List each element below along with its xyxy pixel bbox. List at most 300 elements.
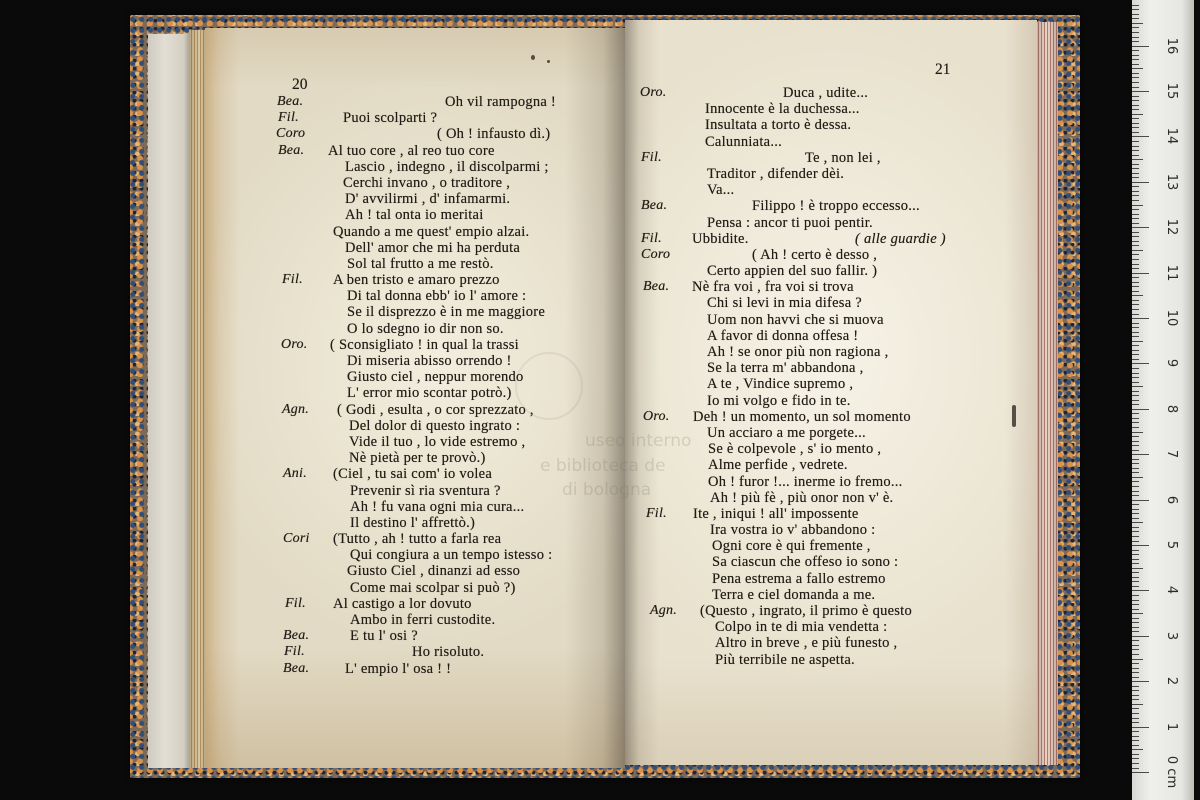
verse-text: Pena estrema a fallo estremo bbox=[712, 570, 886, 587]
ink-spot bbox=[1012, 405, 1016, 427]
ruler-tick bbox=[1132, 604, 1139, 605]
verse-line bbox=[205, 175, 625, 191]
ruler-tick bbox=[1132, 445, 1139, 446]
ruler-tick bbox=[1132, 241, 1139, 242]
ruler-tick bbox=[1132, 300, 1139, 301]
verse-text: Alme perfide , vedrete. bbox=[708, 457, 848, 474]
ruler-tick bbox=[1132, 59, 1139, 60]
verse-line bbox=[625, 101, 1037, 117]
verse-line bbox=[625, 409, 1037, 425]
ruler-tick bbox=[1132, 400, 1139, 401]
verse-line bbox=[625, 490, 1037, 506]
verse-line bbox=[205, 661, 625, 677]
page-number: 20 bbox=[292, 76, 308, 93]
verse-line bbox=[625, 587, 1037, 603]
ruler-tick bbox=[1132, 341, 1143, 342]
ruler-tick bbox=[1132, 191, 1139, 192]
ruler-tick bbox=[1132, 745, 1139, 746]
verse-text: Ah ! se onor più non ragiona , bbox=[707, 344, 889, 360]
ruler-tick bbox=[1132, 422, 1139, 423]
ruler-tick bbox=[1132, 695, 1139, 696]
speaker-name: Coro bbox=[276, 126, 306, 142]
verse-line bbox=[625, 263, 1037, 279]
ruler-tick bbox=[1132, 245, 1139, 246]
ruler-tick bbox=[1132, 454, 1149, 455]
verse-text: ( Oh ! infausto dì.) bbox=[437, 126, 551, 143]
page-edges-right bbox=[1036, 22, 1058, 765]
verse-text: Il destino l' affrettò.) bbox=[350, 514, 476, 531]
ruler-tick bbox=[1132, 254, 1139, 255]
ruler-tick bbox=[1132, 136, 1149, 137]
ruler-tick bbox=[1132, 486, 1139, 487]
verse-text: Va... bbox=[707, 182, 735, 199]
ruler-tick bbox=[1132, 91, 1149, 92]
ruler-tick bbox=[1132, 64, 1139, 65]
verse-text: E tu l' osi ? bbox=[350, 628, 418, 645]
verse-text: ( Sconsigliato ! in qual la trassi bbox=[330, 336, 519, 353]
ruler-tick bbox=[1132, 209, 1139, 210]
ruler-tick bbox=[1132, 686, 1139, 687]
flyleaf bbox=[148, 34, 190, 768]
ruler-tick bbox=[1132, 50, 1139, 51]
ruler-tick bbox=[1132, 763, 1139, 764]
verse-text: Ah ! fu vana ogni mia cura... bbox=[350, 498, 525, 515]
ruler-tick bbox=[1132, 627, 1139, 628]
speaker-name: Oro. bbox=[643, 408, 670, 424]
verse-text: Quando a me quest' empio alzai. bbox=[333, 223, 530, 240]
ruler-tick bbox=[1132, 200, 1139, 201]
ruler-tick bbox=[1132, 332, 1139, 333]
speaker-name: Cori bbox=[283, 531, 310, 547]
ruler-tick bbox=[1132, 395, 1139, 396]
ruler-tick bbox=[1132, 590, 1149, 591]
ruler-number: 13 bbox=[1164, 173, 1179, 191]
verse-line bbox=[625, 522, 1037, 538]
verse-text: Ite , iniqui ! all' impossente bbox=[693, 505, 859, 522]
ruler-tick bbox=[1132, 386, 1143, 387]
ruler-tick bbox=[1132, 645, 1139, 646]
verse-text: Deh ! un momento, un sol momento bbox=[693, 408, 911, 425]
ruler-tick bbox=[1132, 223, 1139, 224]
ruler-tick bbox=[1132, 436, 1139, 437]
ruler-tick bbox=[1132, 114, 1143, 115]
ruler-tick bbox=[1132, 377, 1139, 378]
verse-line bbox=[625, 506, 1037, 522]
verse-line bbox=[625, 85, 1037, 101]
verse-text: Lascio , indegno , il discolparmi ; bbox=[345, 158, 549, 175]
verse-line bbox=[205, 628, 625, 644]
ruler-tick bbox=[1132, 286, 1139, 287]
ruler-tick bbox=[1132, 118, 1139, 119]
verse-text: Chi si levi in mia difesa ? bbox=[707, 295, 862, 312]
verse-text: Di tal donna ebb' io l' amore : bbox=[347, 288, 527, 305]
verse-text: Se il disprezzo è in me maggiore bbox=[347, 304, 546, 321]
ruler-tick bbox=[1132, 132, 1139, 133]
verse-line bbox=[625, 393, 1037, 409]
ruler-tick bbox=[1132, 509, 1139, 510]
ruler-tick bbox=[1132, 622, 1139, 623]
ruler-tick bbox=[1132, 500, 1149, 501]
ruler-tick bbox=[1132, 173, 1139, 174]
verse-text: Duca , udite... bbox=[783, 85, 869, 101]
ruler-tick bbox=[1132, 264, 1139, 265]
ruler-tick bbox=[1132, 463, 1139, 464]
ruler-tick bbox=[1132, 481, 1139, 482]
verse-text: Sa ciascun che offeso io sono : bbox=[712, 554, 899, 571]
ruler-tick bbox=[1132, 636, 1149, 637]
ruler-tick bbox=[1132, 123, 1139, 124]
speaker-name: Oro. bbox=[640, 85, 667, 100]
verse-text: Qui congiura a un tempo istesso : bbox=[350, 547, 553, 564]
ruler-tick bbox=[1132, 314, 1139, 315]
ink-spot bbox=[531, 55, 535, 60]
ruler-tick bbox=[1132, 654, 1139, 655]
verse-text: Giusto Ciel , dinanzi ad esso bbox=[347, 563, 521, 580]
verse-line bbox=[205, 337, 625, 353]
ruler-tick bbox=[1132, 309, 1139, 310]
ruler-tick bbox=[1132, 699, 1139, 700]
ruler-number: 14 bbox=[1164, 128, 1179, 145]
verse-text: Ira vostra io v' abbandono : bbox=[710, 522, 876, 539]
verse-text: (Ciel , tu sai com' io volea bbox=[333, 466, 493, 483]
verse-text: Ah ! tal onta io meritai bbox=[345, 207, 484, 224]
ruler-tick bbox=[1132, 772, 1149, 773]
verse-line bbox=[205, 612, 625, 628]
ruler-tick bbox=[1132, 227, 1149, 228]
verse-text: (Questo , ingrato, il primo è questo bbox=[700, 603, 912, 619]
ruler-tick bbox=[1132, 491, 1139, 492]
ruler-tick bbox=[1132, 545, 1149, 546]
verse-line bbox=[205, 191, 625, 207]
verse-text: Altro in breve , e più funesto , bbox=[715, 635, 898, 652]
ruler-tick bbox=[1132, 513, 1139, 514]
verse-text: Un acciaro a me porgete... bbox=[707, 424, 866, 441]
ruler-tick bbox=[1132, 713, 1139, 714]
verse-line bbox=[625, 571, 1037, 587]
ruler-tick bbox=[1132, 155, 1139, 156]
ruler-tick bbox=[1132, 495, 1139, 496]
verse-line bbox=[205, 240, 625, 256]
ruler-tick bbox=[1132, 504, 1139, 505]
ruler-tick bbox=[1132, 345, 1139, 346]
verse-block bbox=[625, 85, 1037, 668]
ruler-number: 3 bbox=[1164, 631, 1179, 640]
verse-text: L' empio l' osa ! ! bbox=[345, 660, 452, 677]
verse-text: Insultata a torto è dessa. bbox=[705, 117, 852, 134]
verse-line bbox=[625, 603, 1037, 619]
verse-line bbox=[625, 312, 1037, 328]
ruler-tick bbox=[1132, 350, 1139, 351]
ruler-tick bbox=[1132, 518, 1139, 519]
library-stamp-watermark: useo interno bbox=[585, 431, 692, 451]
ruler-tick bbox=[1132, 232, 1139, 233]
ruler-tick bbox=[1132, 527, 1139, 528]
ruler-tick bbox=[1132, 205, 1143, 206]
ruler-tick bbox=[1132, 754, 1139, 755]
page-number: 21 bbox=[935, 61, 951, 78]
verse-line bbox=[625, 635, 1037, 651]
verse-text: Cerchi invano , o traditore , bbox=[343, 174, 511, 191]
verse-line bbox=[205, 207, 625, 223]
ruler-tick bbox=[1132, 37, 1139, 38]
ruler-tick bbox=[1132, 618, 1139, 619]
speaker-name: Bea. bbox=[283, 628, 310, 644]
speaker-name: Fil. bbox=[641, 149, 662, 165]
verse-line bbox=[625, 554, 1037, 570]
ruler-tick bbox=[1132, 550, 1139, 551]
ruler-tick bbox=[1132, 96, 1139, 97]
ruler-tick bbox=[1132, 109, 1139, 110]
ruler-number: 0 cm bbox=[1164, 755, 1179, 789]
verse-line bbox=[625, 134, 1037, 150]
verse-line bbox=[205, 272, 625, 288]
verse-line bbox=[625, 247, 1037, 263]
verse-text: Giusto ciel , neppur morendo bbox=[347, 369, 524, 386]
speaker-name: Ani. bbox=[283, 466, 307, 482]
speaker-name: Fil. bbox=[646, 505, 667, 521]
speaker-name: Agn. bbox=[282, 401, 310, 417]
verse-text: A ben tristo e amaro prezzo bbox=[333, 272, 500, 289]
speaker-name: Fil. bbox=[641, 230, 662, 246]
verse-text: Pensa : ancor ti puoi pentir. bbox=[707, 214, 873, 231]
ruler-number: 4 bbox=[1164, 586, 1179, 595]
verse-text: Traditor , difender dèi. bbox=[707, 165, 845, 182]
ruler-tick bbox=[1132, 522, 1143, 523]
ruler-tick bbox=[1132, 531, 1139, 532]
verse-line bbox=[205, 94, 625, 110]
verse-line bbox=[205, 499, 625, 515]
ruler-tick bbox=[1132, 409, 1149, 410]
verse-line bbox=[205, 596, 625, 612]
ruler-tick bbox=[1132, 459, 1139, 460]
ruler-tick bbox=[1132, 704, 1143, 705]
ruler-tick bbox=[1132, 177, 1139, 178]
verse-line bbox=[625, 376, 1037, 392]
verse-line bbox=[625, 360, 1037, 376]
verse-text: Io mi volgo e fido in te. bbox=[707, 392, 851, 409]
ruler-tick bbox=[1132, 318, 1149, 319]
ruler-number: 5 bbox=[1164, 540, 1179, 550]
ruler-tick bbox=[1132, 749, 1143, 750]
ruler-tick bbox=[1132, 150, 1139, 151]
ruler-number: 11 bbox=[1164, 264, 1179, 281]
ruler-tick bbox=[1132, 595, 1139, 596]
verse-text: A te , Vindice supremo , bbox=[707, 376, 854, 393]
ruler-tick bbox=[1132, 563, 1139, 564]
verse-text: (Tutto , ah ! tutto a farla rea bbox=[333, 531, 502, 548]
ruler-tick bbox=[1132, 41, 1139, 42]
ruler-tick bbox=[1132, 236, 1139, 237]
verse-line bbox=[205, 304, 625, 320]
ruler-tick bbox=[1132, 554, 1139, 555]
ruler-tick bbox=[1132, 708, 1139, 709]
ruler-tick bbox=[1132, 5, 1139, 6]
verse-line bbox=[625, 198, 1037, 214]
ruler-tick bbox=[1132, 536, 1139, 537]
ruler-tick bbox=[1132, 640, 1139, 641]
verse-line bbox=[205, 321, 625, 337]
ruler-number: 9 bbox=[1164, 359, 1179, 368]
ruler-tick bbox=[1132, 609, 1139, 610]
stage-direction: ( alle guardie ) bbox=[855, 230, 946, 247]
ruler bbox=[1132, 0, 1194, 800]
ruler-tick bbox=[1132, 250, 1143, 251]
verse-text: Ah ! più fè , più onor non v' è. bbox=[710, 489, 894, 506]
ruler-tick bbox=[1132, 32, 1139, 33]
ruler-tick bbox=[1132, 259, 1139, 260]
verse-line bbox=[625, 295, 1037, 311]
ruler-tick bbox=[1132, 663, 1139, 664]
verse-text: ( Ah ! certo è desso , bbox=[752, 246, 878, 263]
verse-line bbox=[205, 159, 625, 175]
ruler-tick bbox=[1132, 291, 1139, 292]
ruler-tick bbox=[1132, 141, 1139, 142]
ruler-tick bbox=[1132, 413, 1139, 414]
verse-text: A favor di donna offesa ! bbox=[707, 327, 859, 344]
ruler-tick bbox=[1132, 600, 1139, 601]
ruler-tick bbox=[1132, 273, 1149, 274]
ruler-tick bbox=[1132, 363, 1149, 364]
verse-line bbox=[625, 457, 1037, 473]
ruler-tick bbox=[1132, 427, 1139, 428]
verse-text: L' error mio scontar potrò.) bbox=[347, 385, 512, 402]
verse-text: Certo appien del suo fallir. ) bbox=[707, 263, 878, 280]
verse-text: Se è colpevole , s' io mento , bbox=[708, 441, 882, 458]
verse-text: Sol tal frutto a me restò. bbox=[347, 255, 494, 272]
ruler-tick bbox=[1132, 559, 1139, 560]
verse-text: Puoi scolparti ? bbox=[343, 110, 438, 127]
ruler-scale bbox=[1132, 0, 1194, 800]
verse-text: Ogni core è qui fremente , bbox=[712, 538, 871, 555]
verse-text: Prevenir sì ria sventura ? bbox=[350, 482, 501, 499]
verse-text: Di miseria abisso orrendo ! bbox=[347, 353, 512, 369]
verse-line bbox=[205, 531, 625, 547]
verse-line bbox=[625, 215, 1037, 231]
verse-line bbox=[625, 619, 1037, 635]
ruler-tick bbox=[1132, 146, 1139, 147]
ruler-tick bbox=[1132, 581, 1139, 582]
ruler-tick bbox=[1132, 541, 1139, 542]
ruler-number: 6 bbox=[1164, 495, 1179, 504]
ruler-tick bbox=[1132, 295, 1143, 296]
ruler-tick bbox=[1132, 127, 1139, 128]
ruler-tick bbox=[1132, 568, 1143, 569]
ruler-tick bbox=[1132, 472, 1139, 473]
ruler-tick bbox=[1132, 14, 1139, 15]
speaker-name: Coro bbox=[641, 246, 671, 262]
ruler-number: 12 bbox=[1164, 218, 1179, 236]
ruler-tick bbox=[1132, 690, 1139, 691]
ruler-tick bbox=[1132, 9, 1139, 10]
verse-line bbox=[625, 344, 1037, 360]
speaker-name: Oro. bbox=[281, 336, 308, 352]
ruler-tick bbox=[1132, 477, 1143, 478]
ruler-tick bbox=[1132, 382, 1139, 383]
verse-text: Nè pietà per te provò.) bbox=[349, 450, 486, 467]
ruler-tick bbox=[1132, 268, 1139, 269]
ruler-tick bbox=[1132, 327, 1139, 328]
speaker-name: Fil. bbox=[278, 110, 299, 126]
verse-text: Ho risoluto. bbox=[412, 644, 485, 661]
ink-spot bbox=[547, 60, 550, 63]
verse-line bbox=[625, 279, 1037, 295]
ruler-tick bbox=[1132, 164, 1139, 165]
verse-text: Ubbidite. bbox=[692, 230, 749, 247]
verse-line bbox=[205, 547, 625, 563]
verse-text: Più terribile ne aspetta. bbox=[715, 651, 855, 668]
ruler-tick bbox=[1132, 159, 1143, 160]
ruler-tick bbox=[1132, 668, 1139, 669]
ruler-tick bbox=[1132, 468, 1139, 469]
ruler-tick bbox=[1132, 304, 1139, 305]
ruler-tick bbox=[1132, 77, 1139, 78]
speaker-name: Fil. bbox=[284, 644, 305, 660]
library-stamp-ring bbox=[515, 352, 583, 420]
ruler-tick bbox=[1132, 677, 1139, 678]
verse-text: Del dolor di questo ingrato : bbox=[349, 417, 521, 434]
ruler-tick bbox=[1132, 418, 1139, 419]
ruler-tick bbox=[1132, 373, 1139, 374]
ruler-tick bbox=[1132, 768, 1139, 769]
library-stamp-watermark: e biblioteca de bbox=[540, 456, 666, 476]
ruler-tick bbox=[1132, 722, 1139, 723]
ruler-tick bbox=[1132, 27, 1139, 28]
verse-text: ( Godi , esulta , o cor sprezzato , bbox=[337, 401, 534, 418]
ruler-tick bbox=[1132, 572, 1139, 573]
verse-line bbox=[625, 166, 1037, 182]
ruler-tick bbox=[1132, 758, 1139, 759]
verse-line bbox=[625, 652, 1037, 668]
speaker-name: Agn. bbox=[650, 603, 678, 618]
ruler-tick bbox=[1132, 649, 1139, 650]
ruler-tick bbox=[1132, 82, 1139, 83]
ruler-tick bbox=[1132, 18, 1139, 19]
ruler-tick bbox=[1132, 87, 1139, 88]
verse-line bbox=[205, 256, 625, 272]
verse-line bbox=[625, 150, 1037, 166]
ruler-tick bbox=[1132, 672, 1139, 673]
ruler-tick bbox=[1132, 46, 1149, 47]
ruler-tick bbox=[1132, 282, 1139, 283]
ruler-tick bbox=[1132, 577, 1139, 578]
verse-line bbox=[205, 515, 625, 531]
ruler-number: 1 bbox=[1164, 722, 1179, 731]
speaker-name: Fil. bbox=[282, 272, 303, 288]
verse-text: Vide il tuo , lo vide estremo , bbox=[349, 433, 526, 450]
verse-line bbox=[625, 538, 1037, 554]
verse-text: Dell' amor che mi ha perduta bbox=[345, 239, 521, 256]
verse-text: Al castigo a lor dovuto bbox=[333, 595, 472, 612]
verse-text: Terra e ciel domanda a me. bbox=[712, 586, 876, 603]
ruler-tick bbox=[1132, 100, 1139, 101]
verse-line bbox=[205, 563, 625, 579]
verse-text: Se la terra m' abbandona , bbox=[707, 360, 864, 377]
ruler-number: 10 bbox=[1164, 309, 1179, 327]
ruler-tick bbox=[1132, 105, 1139, 106]
ruler-tick bbox=[1132, 740, 1139, 741]
ruler-tick bbox=[1132, 195, 1139, 196]
ruler-number: 2 bbox=[1164, 677, 1179, 686]
ruler-tick bbox=[1132, 68, 1143, 69]
speaker-name: Bea. bbox=[278, 142, 305, 158]
speaker-name: Bea. bbox=[643, 279, 670, 295]
ruler-tick bbox=[1132, 73, 1139, 74]
ruler-tick bbox=[1132, 450, 1139, 451]
verse-line bbox=[625, 231, 1037, 247]
ruler-tick bbox=[1132, 168, 1139, 169]
verse-text: Filippo ! è troppo eccesso... bbox=[752, 198, 920, 215]
ruler-tick bbox=[1132, 631, 1139, 632]
